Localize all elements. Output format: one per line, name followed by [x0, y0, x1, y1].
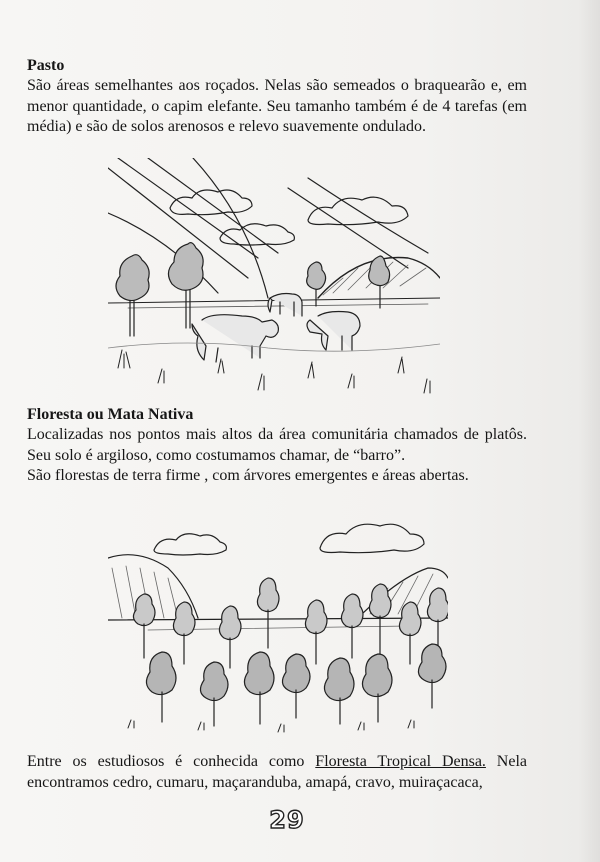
hill-line: [118, 158, 258, 258]
cow: [268, 294, 302, 317]
closing-tail: Nela encontramos cedro, cumaru, maçaranduba, amapá, cravo, muiraçacaca,: [27, 753, 527, 791]
forest-term-underlined: Floresta Tropical Densa.: [315, 753, 486, 770]
tree: [133, 594, 155, 658]
pasto-heading: Pasto: [27, 57, 65, 74]
cloud: [170, 190, 252, 215]
tree: [257, 578, 279, 648]
page-edge-shadow: [578, 0, 600, 862]
closing-section: [27, 752, 527, 793]
ground-line: [108, 343, 440, 351]
page-number: 29: [269, 806, 305, 834]
hill-line: [148, 158, 278, 253]
hill-line: [288, 188, 408, 268]
pasture-illustration: [108, 158, 440, 403]
floresta-heading: Floresta ou Mata Nativa: [27, 406, 194, 423]
tree: [427, 588, 448, 648]
cloud: [220, 224, 294, 245]
tree: [116, 255, 149, 336]
forest-illustration: [108, 508, 448, 736]
cloud: [154, 534, 226, 555]
horizon: [108, 618, 448, 620]
tree: [168, 243, 203, 328]
closing-paragraph: [27, 752, 527, 793]
tree: [418, 644, 446, 708]
pasto-section: [27, 56, 527, 138]
grass: [118, 350, 430, 393]
pasto-paragraph: São áreas semelhantes aos roçados. Nelas são semeados o braquearão e, em menor quantidade, o capim elefante. Seu tamanho também é de 4 tarefas (em média) e são de solos arenosos e relevo suavemente ondulado.: [27, 77, 527, 135]
grass: [128, 720, 414, 732]
floresta-paragraph-1: Localizadas nos pontos mais altos da área comunitária chamados de platôs. Seu solo é argiloso, como costumamos chamar, de “barro”.: [27, 426, 527, 464]
tree: [362, 654, 392, 722]
tree: [305, 600, 327, 664]
cow: [192, 315, 278, 362]
tree: [282, 654, 310, 718]
tree: [200, 662, 228, 726]
tree: [399, 602, 421, 664]
cloud: [320, 524, 424, 552]
horizon: [128, 304, 428, 308]
cow: [307, 312, 360, 351]
tree: [369, 256, 390, 308]
tree: [146, 652, 176, 722]
tree: [244, 652, 274, 724]
floresta-section: [27, 405, 527, 487]
tree: [219, 606, 241, 668]
hill-line: [193, 158, 268, 298]
closing-lead: Entre os estudiosos é conhecida como: [27, 753, 316, 770]
tree: [341, 594, 363, 658]
tree: [173, 602, 195, 664]
floresta-paragraph-2: São florestas de terra firme , com árvores emergentes e áreas abertas.: [27, 467, 469, 484]
tree: [324, 658, 354, 724]
